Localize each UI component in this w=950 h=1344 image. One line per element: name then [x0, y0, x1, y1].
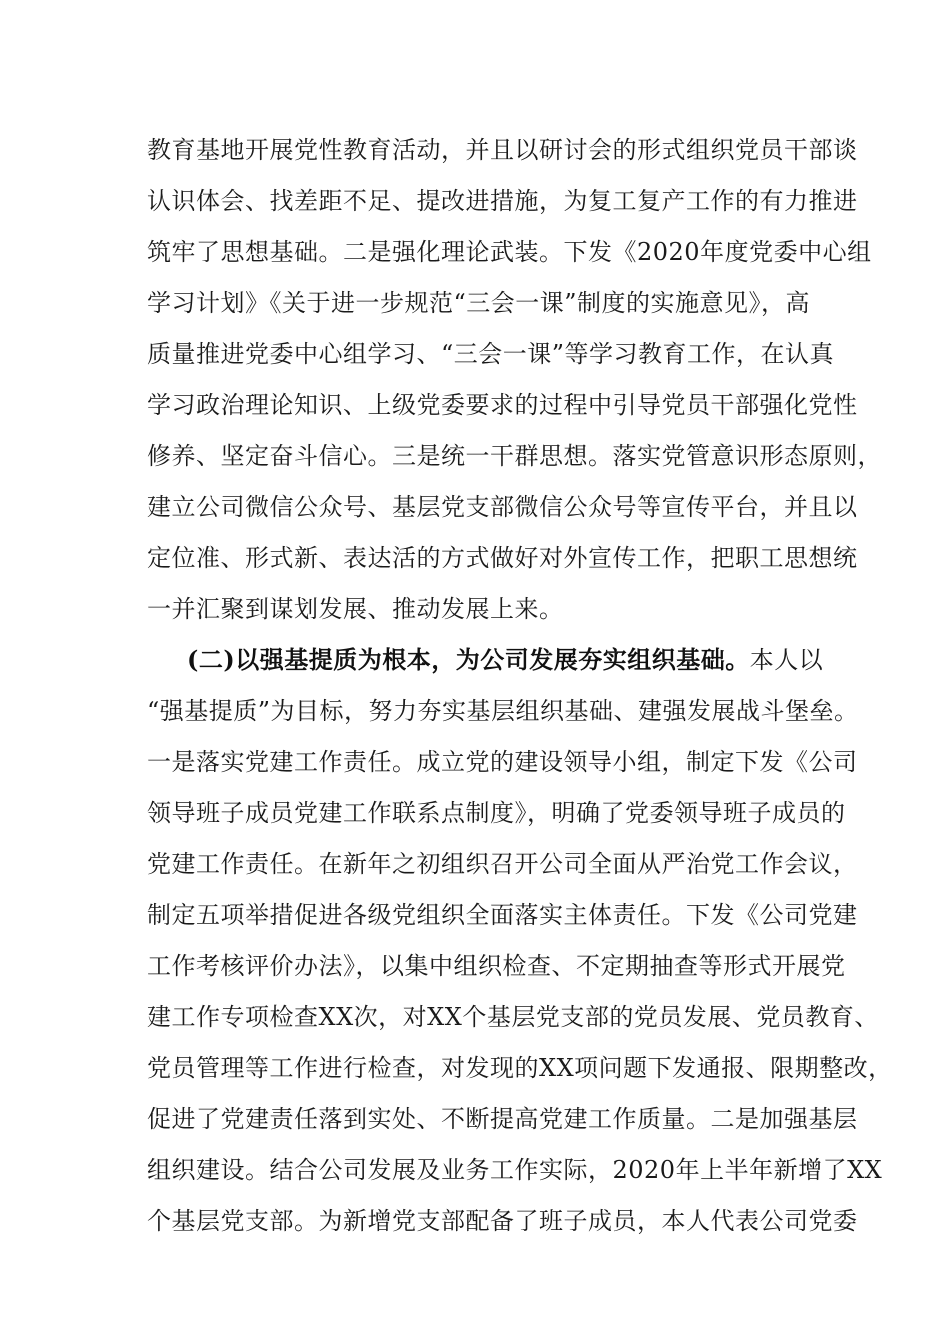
paragraph-line: 制定五项举措促进各级党组织全面落实主体责任。下发《公司党建 [147, 901, 858, 929]
paragraph-line: 筑牢了思想基础。二是强化理论武装。下发《2020年度党委中心组 [147, 238, 872, 266]
paragraph-line: 定位准、形式新、表达活的方式做好对外宣传工作，把职工思想统 [147, 544, 858, 572]
paragraph-line: 质量推进党委中心组学习、“三会一课”等学习教育工作，在认真 [147, 340, 835, 368]
paragraph-line: 学习政治理论知识、上级党委要求的过程中引导党员干部强化党性 [147, 391, 858, 419]
paragraph-line: 一是落实党建工作责任。成立党的建设领导小组，制定下发《公司 [147, 748, 858, 776]
paragraph-line: “强基提质”为目标，努力夯实基层组织基础、建强发展战斗堡垒。 [147, 697, 859, 725]
paragraph-line: 工作考核评价办法》，以集中组织检查、不定期抽查等形式开展党 [147, 952, 846, 980]
paragraph-line: 领导班子成员党建工作联系点制度》，明确了党委领导班子成员的 [147, 799, 846, 827]
paragraph-line: 认识体会、找差距不足、提改进措施，为复工复产工作的有力推进 [147, 187, 858, 215]
paragraph-line: 党建工作责任。在新年之初组织召开公司全面从严治党工作会议， [147, 850, 858, 878]
paragraph-line: 组织建设。结合公司发展及业务工作实际，2020年上半年新增了XX [147, 1156, 883, 1184]
section-heading: (二)以强基提质为根本，为公司发展夯实组织基础。 [187, 645, 750, 674]
paragraph-line: 个基层党支部。为新增党支部配备了班子成员，本人代表公司党委 [147, 1207, 858, 1235]
section-heading-line [187, 640, 867, 680]
paragraph-line: 建立公司微信公众号、基层党支部微信公众号等宣传平台，并且以 [147, 493, 858, 521]
paragraph-line: 建工作专项检查XX次，对XX个基层党支部的党员发展、党员教育、 [147, 1003, 879, 1031]
paragraph-line: 修养、坚定奋斗信心。三是统一干群思想。落实党管意识形态原则， [147, 442, 882, 470]
section-heading-tail: 本人以 [749, 646, 824, 674]
paragraph-line: 教育基地开展党性教育活动，并且以研讨会的形式组织党员干部谈 [147, 136, 858, 164]
paragraph-line: 党员管理等工作进行检查，对发现的XX项问题下发通报、限期整改， [147, 1054, 893, 1082]
paragraph-line: 一并汇聚到谋划发展、推动发展上来。 [147, 595, 564, 623]
paragraph-line: 学习计划》《关于进一步规范“三会一课”制度的实施意见》，高 [147, 289, 811, 317]
paragraph-line: 促进了党建责任落到实处、不断提高党建工作质量。二是加强基层 [147, 1105, 858, 1133]
